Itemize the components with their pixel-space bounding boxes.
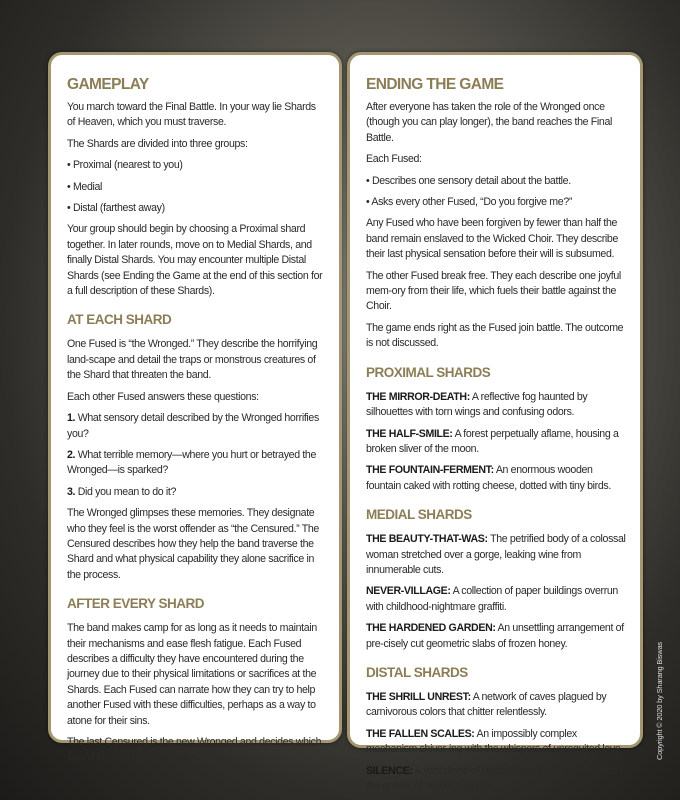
- shard-description: A vast plane of smooth, white marble beset with the ghosts of heretical words.: [366, 764, 622, 792]
- section-title: ENDING THE GAME: [366, 76, 504, 93]
- shard-entry: [366, 690, 626, 721]
- question-item: [67, 448, 325, 479]
- question-text: What sensory detail described by the Wronged horrifies you?: [67, 412, 319, 440]
- paragraph: The last Censured is the new Wronged and decides which Shard the band travels to next.: [67, 736, 322, 764]
- proximal-shards-section: [366, 364, 626, 494]
- shard-name: THE FOUNTAIN-FERMENT:: [366, 464, 494, 477]
- shard-description: An impossibly complex mechanism shiver-ing with the whispers of unrequited love.: [366, 727, 624, 756]
- shard-description: A reflective fog haunted by silhouettes with torn wings and confusing odors.: [366, 390, 588, 419]
- section-title: AFTER EVERY SHARD: [67, 596, 205, 612]
- shard-entry: [366, 584, 626, 615]
- at-each-shard-section: [67, 311, 325, 583]
- paragraph: You march toward the Final Battle. In your way lie Shards of Heaven, which you must traverse.: [67, 101, 316, 129]
- paragraph: The game ends right as the Fused join battle. The outcome is not discussed.: [366, 321, 624, 350]
- shard-name: THE HARDENED GARDEN:: [366, 622, 496, 635]
- after-every-shard-section: [67, 595, 325, 766]
- shard-entry: [366, 463, 626, 494]
- left-panel: [48, 52, 342, 764]
- shard-entry: [366, 764, 626, 795]
- right-panel: [347, 52, 643, 792]
- section-title: MEDIAL SHARDS: [366, 507, 472, 523]
- shard-name: THE MIRROR-DEATH:: [366, 390, 470, 403]
- shard-name: THE SHRILL UNREST:: [366, 690, 471, 703]
- question-text: What terrible memory—where you hurt or betrayed the Wronged—is sparked?: [67, 448, 317, 477]
- section-title: AT EACH SHARD: [67, 312, 172, 328]
- section-title: PROXIMAL SHARDS: [366, 364, 491, 380]
- medial-shards-section: [366, 506, 626, 652]
- paragraph: Each Fused:: [366, 153, 422, 166]
- question-number: 2.: [67, 448, 76, 461]
- paragraph: Each other Fused answers these questions:: [67, 390, 259, 403]
- question-item: [67, 485, 325, 500]
- section-title: DISTAL SHARDS: [366, 664, 468, 680]
- shard-name: THE HALF-SMILE:: [366, 427, 453, 440]
- shard-entry: [366, 390, 626, 421]
- shard-name: NEVER-VILLAGE:: [366, 585, 451, 598]
- section-title: GAMEPLAY: [67, 76, 149, 93]
- shard-name: SILENCE:: [366, 764, 413, 777]
- gameplay-section: [67, 75, 325, 299]
- ending-section: [366, 75, 626, 352]
- paragraph: One Fused is “the Wronged.” They describe the horrifying land-scape and detail the traps or monstrous creatures of the Shard that threaten the band.: [67, 338, 318, 382]
- bullet-item: • Medial: [67, 180, 103, 193]
- paragraph: The band makes camp for as long as it needs to maintain their mechanisms and ease flesh fatigue. Each Fused describes a difficulty they have encountered during the journey due to their physical limitations or sacrifices at the Shards. Each Fused can narrate how they can try to help another Fused with these difficulties, perhaps as a way to atone for their sins.: [67, 622, 317, 727]
- bullet-item: • Proximal (nearest to you): [67, 159, 183, 172]
- question-item: [67, 411, 325, 442]
- paragraph: The other Fused break free. They each describe one joyful mem-ory from their life, which fuels their battle against the Choir.: [366, 269, 621, 313]
- shard-description: An unsettling arrangement of pre-cisely cut geometric slabs of frozen honey.: [366, 622, 624, 650]
- bullet-item: • Distal (farthest away): [67, 202, 165, 215]
- paragraph: After everyone has taken the role of the Wronged once (though you can play longer), the band reaches the Final Battle.: [366, 101, 613, 144]
- shard-description: A network of caves plagued by carnivorous colors that chitter relentlessly.: [366, 690, 607, 719]
- shard-entry: [366, 621, 626, 652]
- copyright-notice: Copyright © 2020 by Sharang Biswas: [655, 642, 664, 760]
- shard-name: THE BEAUTY-THAT-WAS:: [366, 533, 488, 546]
- paragraph: The Wronged glimpses these memories. They designate who they feel is the worst offender as “the Censured.” The Censured describes how they help the band traverse the Shard and what physical capability they alone sacrifice in the process.: [67, 507, 319, 581]
- shard-description: The petrified body of a colossal woman stretched over a gorge, leaking wine from innumerable cuts.: [366, 533, 626, 576]
- bullet-item: • Describes one sensory detail about the battle.: [366, 174, 571, 187]
- paragraph: Your group should begin by choosing a Proximal shard together. In later rounds, move on to Medial Shards, and finally Distal Shards. You may encounter multiple Distal Shards (see Ending the Game at the end of this section for a full description of these Shards).: [67, 223, 323, 298]
- shard-description: An enormous wooden fountain caked with rotting cheese, dotted with tiny birds.: [366, 464, 611, 492]
- shard-entry: [366, 727, 626, 758]
- paragraph: Any Fused who have been forgiven by fewer than half the band remain enslaved to the Wicked Choir. They describe their last physical sensation before their will is subsumed.: [366, 217, 619, 261]
- shard-entry: [366, 427, 626, 458]
- shard-description: A collection of paper buildings overrun with childhood-nightmare graffiti.: [366, 585, 618, 613]
- bullet-item: • Asks every other Fused, “Do you forgive me?”: [366, 196, 573, 209]
- question-number: 1.: [67, 412, 76, 425]
- shard-description: A forest perpetually aflame, housing a broken sliver of the moon.: [366, 427, 619, 455]
- distal-shards-section: [366, 664, 626, 794]
- shard-entry: [366, 532, 626, 578]
- question-number: 3.: [67, 485, 76, 498]
- shard-name: THE FALLEN SCALES:: [366, 727, 475, 740]
- paragraph: The Shards are divided into three groups:: [67, 137, 248, 150]
- question-text: Did you mean to do it?: [77, 485, 177, 498]
